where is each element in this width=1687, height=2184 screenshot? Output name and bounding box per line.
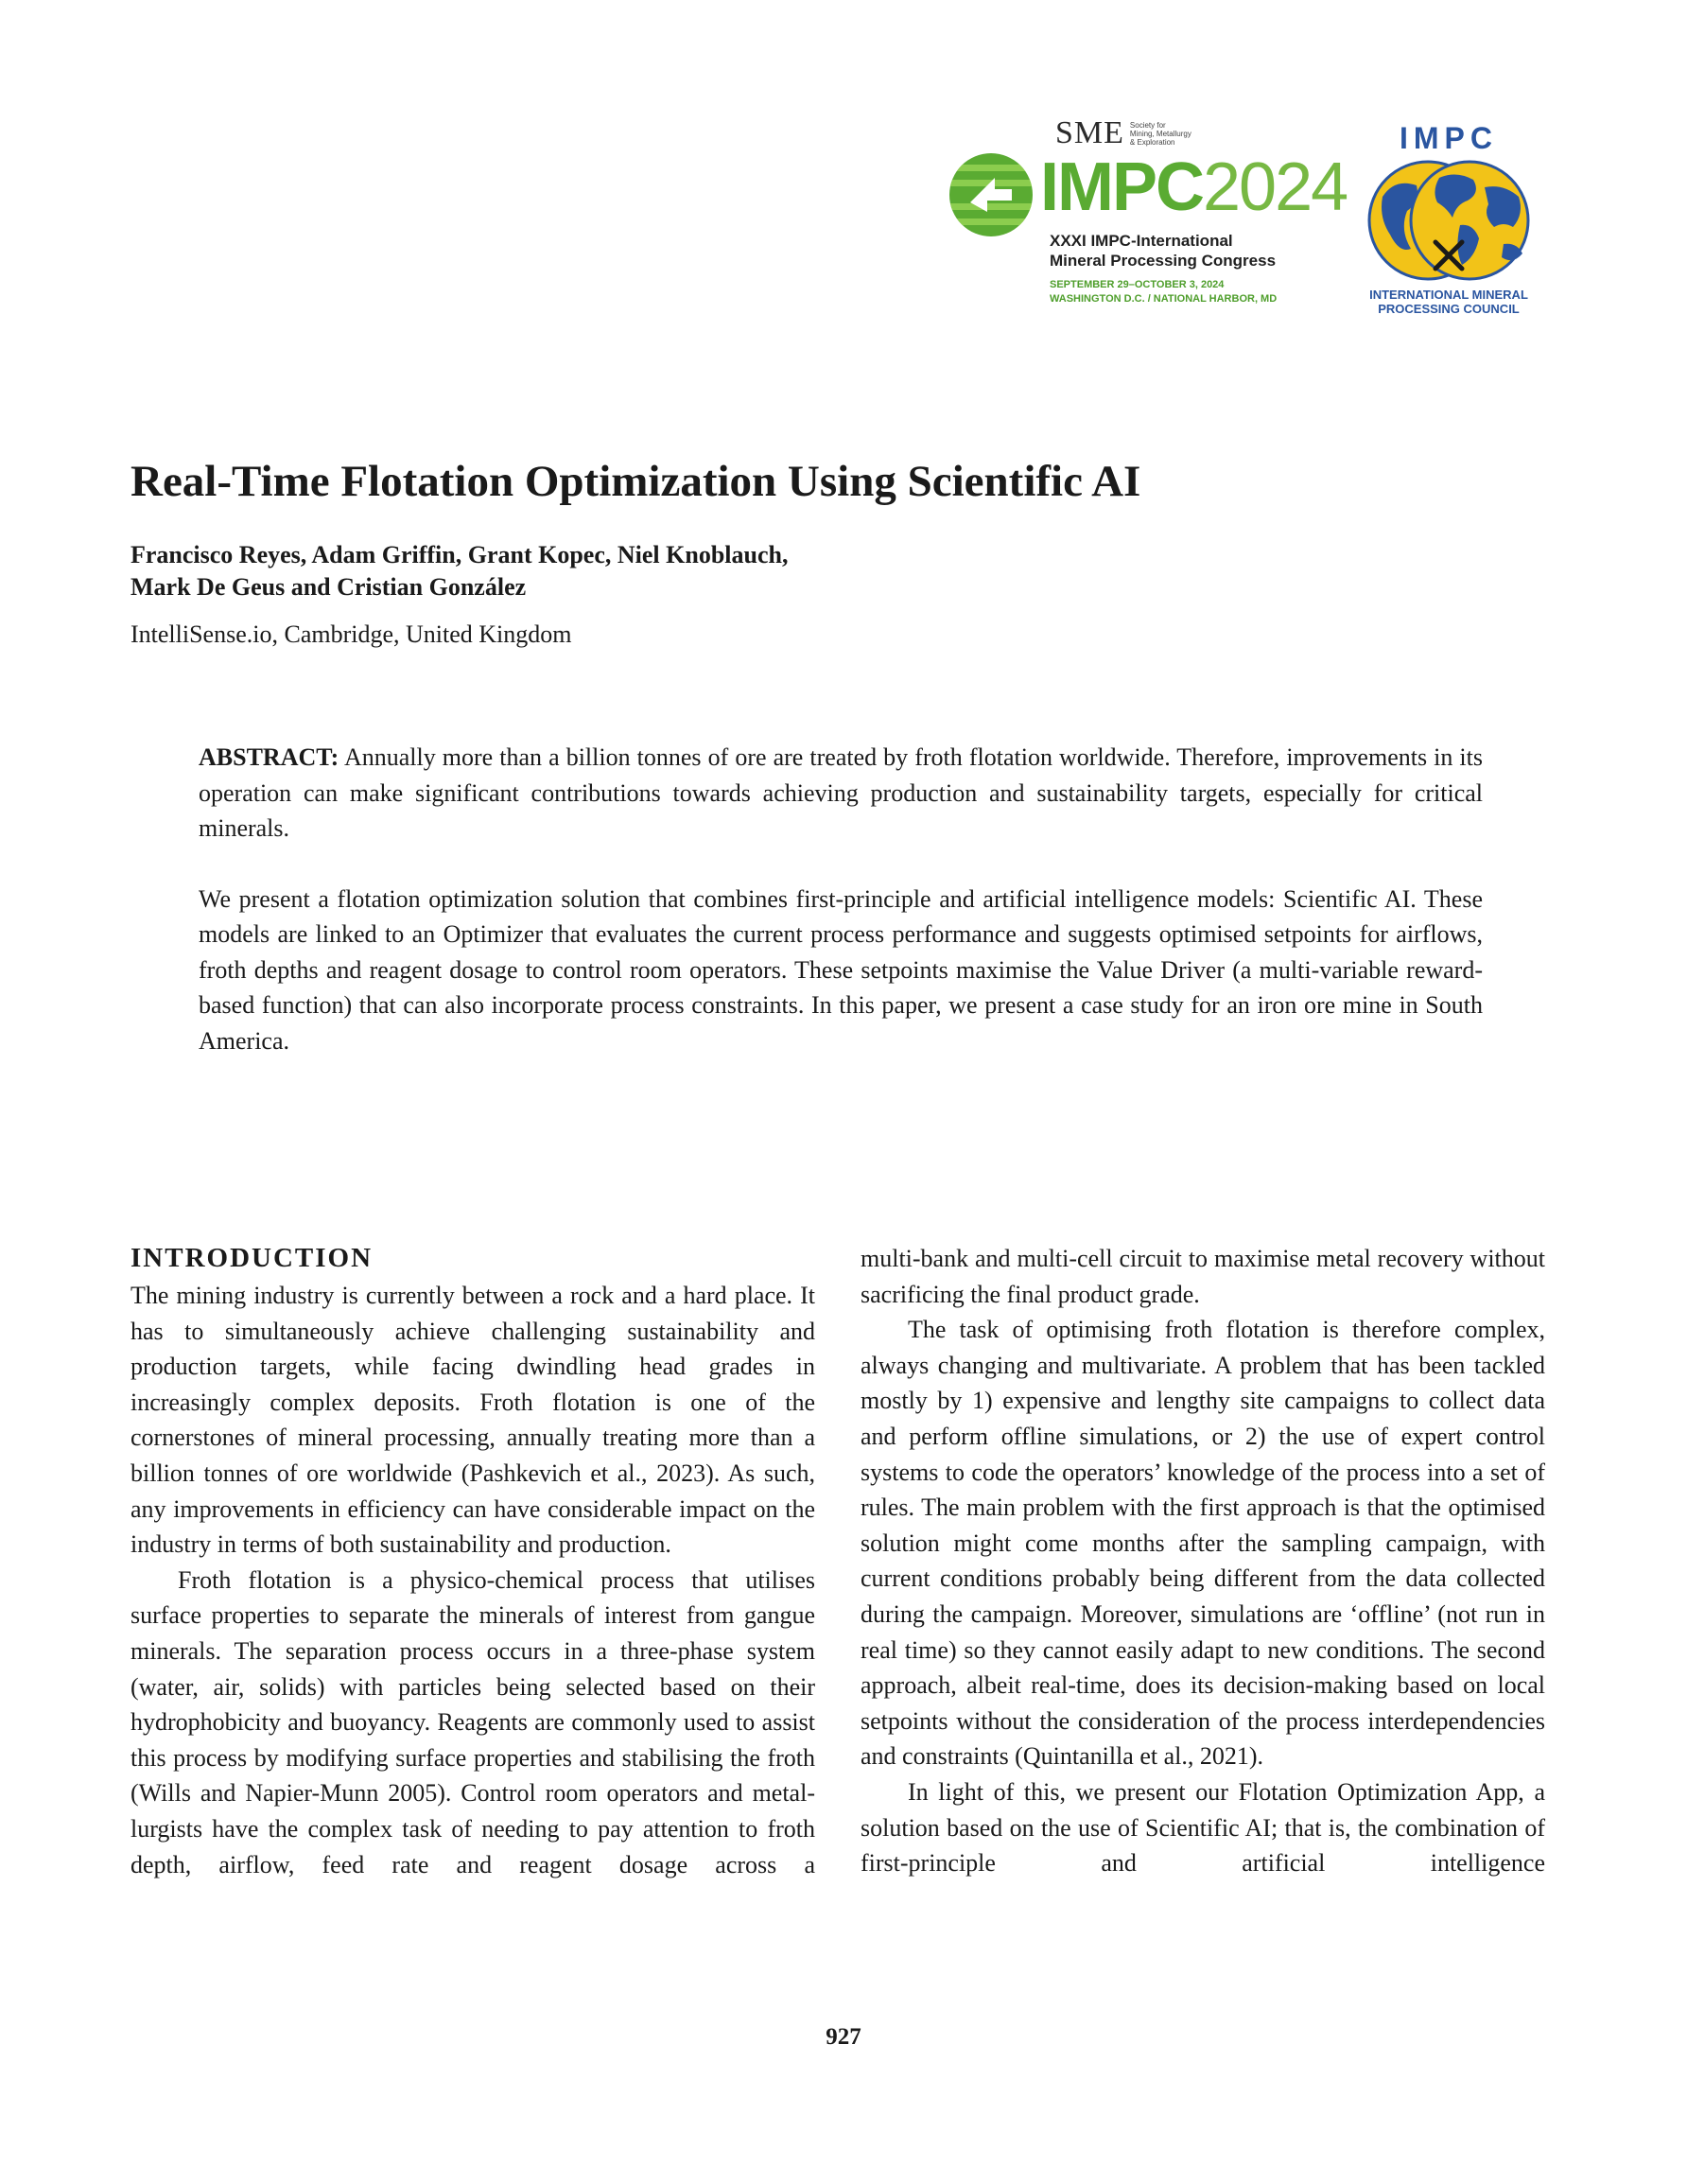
body-paragraph: multi-bank and multi-cell circuit to maximise metal recovery without sacrificing the final product grade.: [861, 1245, 1545, 1308]
abstract-label: ABSTRACT:: [199, 743, 339, 771]
affiliation: IntelliSense.io, Cambridge, United Kingdom: [130, 620, 572, 648]
abstract-paragraph-1: ABSTRACT: Annually more than a billion tonnes of ore are treated by froth flotation worldwide. Therefore, improvements in its operation can make significant contributions towards achieving production and sustainability targets, especially for critical minerals.: [199, 743, 1483, 842]
sme-wordmark: SME: [1055, 115, 1124, 150]
body-paragraph: Froth flotation is a physico-chemical process that utilises surface properties to separate the minerals of interest from gangue minerals. The separation process occurs in a three-phase system (water, air, solids) with particles being selected based on their hydrophobicity and buoyancy. Reagents are commonly used to assist this process by modifying surface properties and stabilising the froth (Wills and Napier-Munn 2005). Control room operators and metallurgists have the complex task of needing to pay attention to froth depth, airflow, feed rate and reagent dosage across a: [130, 1565, 815, 1878]
right-column: [861, 1241, 1545, 1881]
sme-tagline: Society for Mining, Metallurgy & Exploration: [1129, 121, 1191, 147]
council-name: INTERNATIONAL MINERAL PROCESSING COUNCIL: [1369, 288, 1528, 316]
left-column: [130, 1241, 815, 1882]
abstract: [199, 740, 1483, 1093]
congress-dates: SEPTEMBER 29–OCTOBER 3, 2024 WASHINGTON D.C. / NATIONAL HARBOR, MD: [1050, 279, 1278, 305]
author-list: [130, 539, 788, 603]
council-wordmark: IMPC: [1400, 121, 1498, 155]
impc-council-logo: [1354, 121, 1543, 329]
sme-logo: [1055, 117, 1215, 149]
globe-icon: [1362, 159, 1536, 282]
authors-line-1: Francisco Reyes, Adam Griffin, Grant Kopec, Niel Knoblauch,: [130, 541, 789, 568]
page-number: 927: [826, 2024, 861, 2050]
abstract-paragraph-2: We present a flotation optimization solution that combines first-principle and artificial intelligence models: Scientific AI. These models are linked to an Optimizer that evaluates the current process performance and suggests optimised setpoints for airflows, froth depths and reagent dosage to control room operators. These setpoints maximise the Value Driver (a multi-variable reward-based function) that can also incorporate process constraints. In this paper, we present a case study for an iron ore mine in South America.: [199, 884, 1483, 1055]
congress-name: XXXI IMPC-International Mineral Processing Congress: [1050, 232, 1277, 270]
impc2024-logo: [944, 112, 1348, 329]
body-paragraph: In light of this, we present our Flotation Optimization App, a solution based on the use of Scientific AI; that is, the combination of first-principle and artificial intelligence: [861, 1777, 1545, 1878]
impc-emblem-icon: [949, 153, 1033, 236]
paper-title: Real-Time Flotation Optimization Using Scientific AI: [130, 457, 1141, 506]
section-heading: INTRODUCTION: [130, 1243, 374, 1273]
body-paragraph: The mining industry is currently between a rock and a hard place. It has to simultaneously achieve challenging sustainability and production targets, while facing dwindling head grades in increasingly complex deposits. Froth flotation is one of the cornerstones of mineral processing, annually treating more than a billion tonnes of ore worldwide (Pashkevich et al., 2023). As such, any improvements in efficiency can have considerable impact on the industry in terms of both sustainability and production.: [130, 1282, 815, 1559]
authors-line-2: Mark De Geus and Cristian González: [130, 573, 527, 601]
impc-wordmark: IMPC2024: [1040, 149, 1348, 225]
body-paragraph: The task of optimising froth flotation is therefore complex, always changing and multivariate. A problem that has been tackled mostly by 1) expensive and lengthy site campaigns to collect data and perform offline simulations, or 2) the use of expert control systems to code the operators’ knowledge of the process into a set of rules. The main problem with the first approach is that the optimised solution might come months after the sampling campaign, with current conditions probably being different from the data collected during the campaign. Moreover, simulations are ‘offline’ (not run in real time) so they cannot easily adapt to new conditions. The second approach, albeit real-time, does its decision-making based on local setpoints without the consideration of the process interdependencies and constraints (Quintanilla et al., 2021).: [861, 1316, 1545, 1771]
